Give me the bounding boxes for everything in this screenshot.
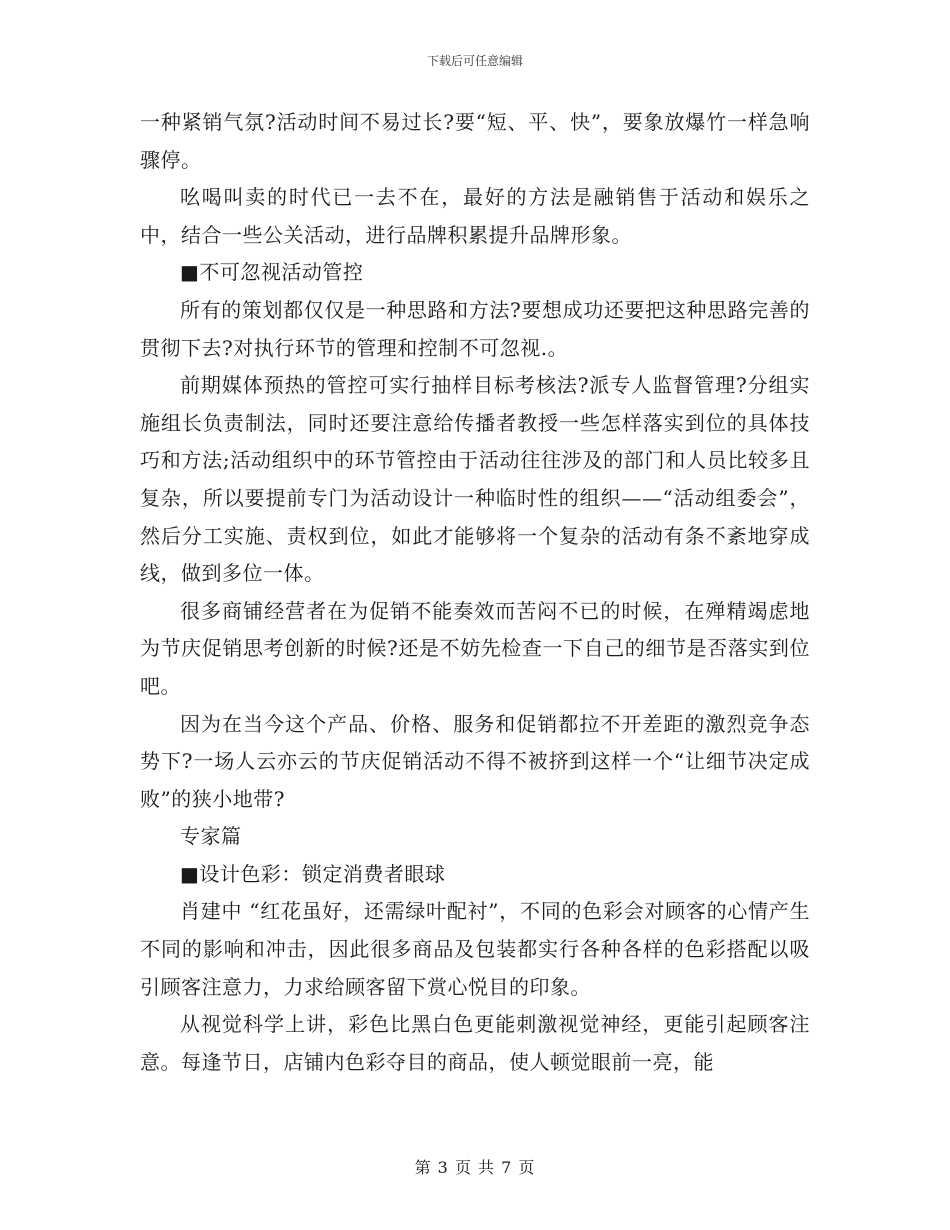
paragraph-6: 因为在当今这个产品、价格、服务和促销都拉不开差距的激烈竞争态势下?一场人云亦云的节庆促销活动不得不被挤到这样一个“让细节决定成败”的狭小地带? [140,711,810,811]
paragraph-7: 肖建中 “红花虽好，还需绿叶配衬”，不同的色彩会对顾客的心情产生不同的影响和冲击，因此很多商品及包装都实行各种各样的色彩搭配以吸引顾客注意力，力求给顾客留下赏心悦目的印象。 [140,899,810,999]
page-header: 下载后可任意编辑 [426,54,523,68]
paragraph-3: 所有的策划都仅仅是一种思路和方法?要想成功还要把这种思路完善的贯彻下去?对执行环节的管理和控制不可忽视.。 [140,297,810,360]
paragraph-8: 从视觉科学上讲，彩色比黑白色更能刺激视觉神经，更能引起顾客注意。每逢节日，店铺内色彩夺目的商品，使人顿觉眼前一亮，能 [140,1012,810,1074]
paragraph-4: 前期媒体预热的管控可实行抽样目标考核法?派专人监督管理?分组实施组长负责制法，同时还要注意给传播者教授一些怎样落实到位的具体技巧和方法;活动组织中的环节管控由于活动往往涉及的部门和人员比较多且复杂，所以要提前专门为活动设计一种临时性的组织——“活动组委会”，然后分工实施、责权到位，如此才能够将一个复杂的活动有条不紊地穿成线，做到多位一体。 [140,373,810,586]
paragraph-5: 很多商铺经营者在为促销不能奏效而苦闷不已的时候，在殚精竭虑地为节庆促销思考创新的时候?还是不妨先检查一下自己的细节是否落实到位吧。 [140,598,810,698]
paragraph-2: 吆喝叫卖的时代已一去不在，最好的方法是融销售于活动和娱乐之中，结合一些公关活动，进行品牌积累提升品牌形象。 [140,185,810,247]
section-heading-activity-control: ■不可忽视活动管控 [180,260,364,285]
paragraph-1: 一种紧销气氛?活动时间不易过长?要“短、平、快”，要象放爆竹一样急响骤停。 [140,110,810,172]
section-title-experts: 专家篇 [180,824,242,849]
page-footer: 第 3 页 共 7 页 [414,1158,536,1177]
document-body [140,104,810,1081]
section-heading-design-color: ■设计色彩：锁定消费者眼球 [180,861,446,886]
